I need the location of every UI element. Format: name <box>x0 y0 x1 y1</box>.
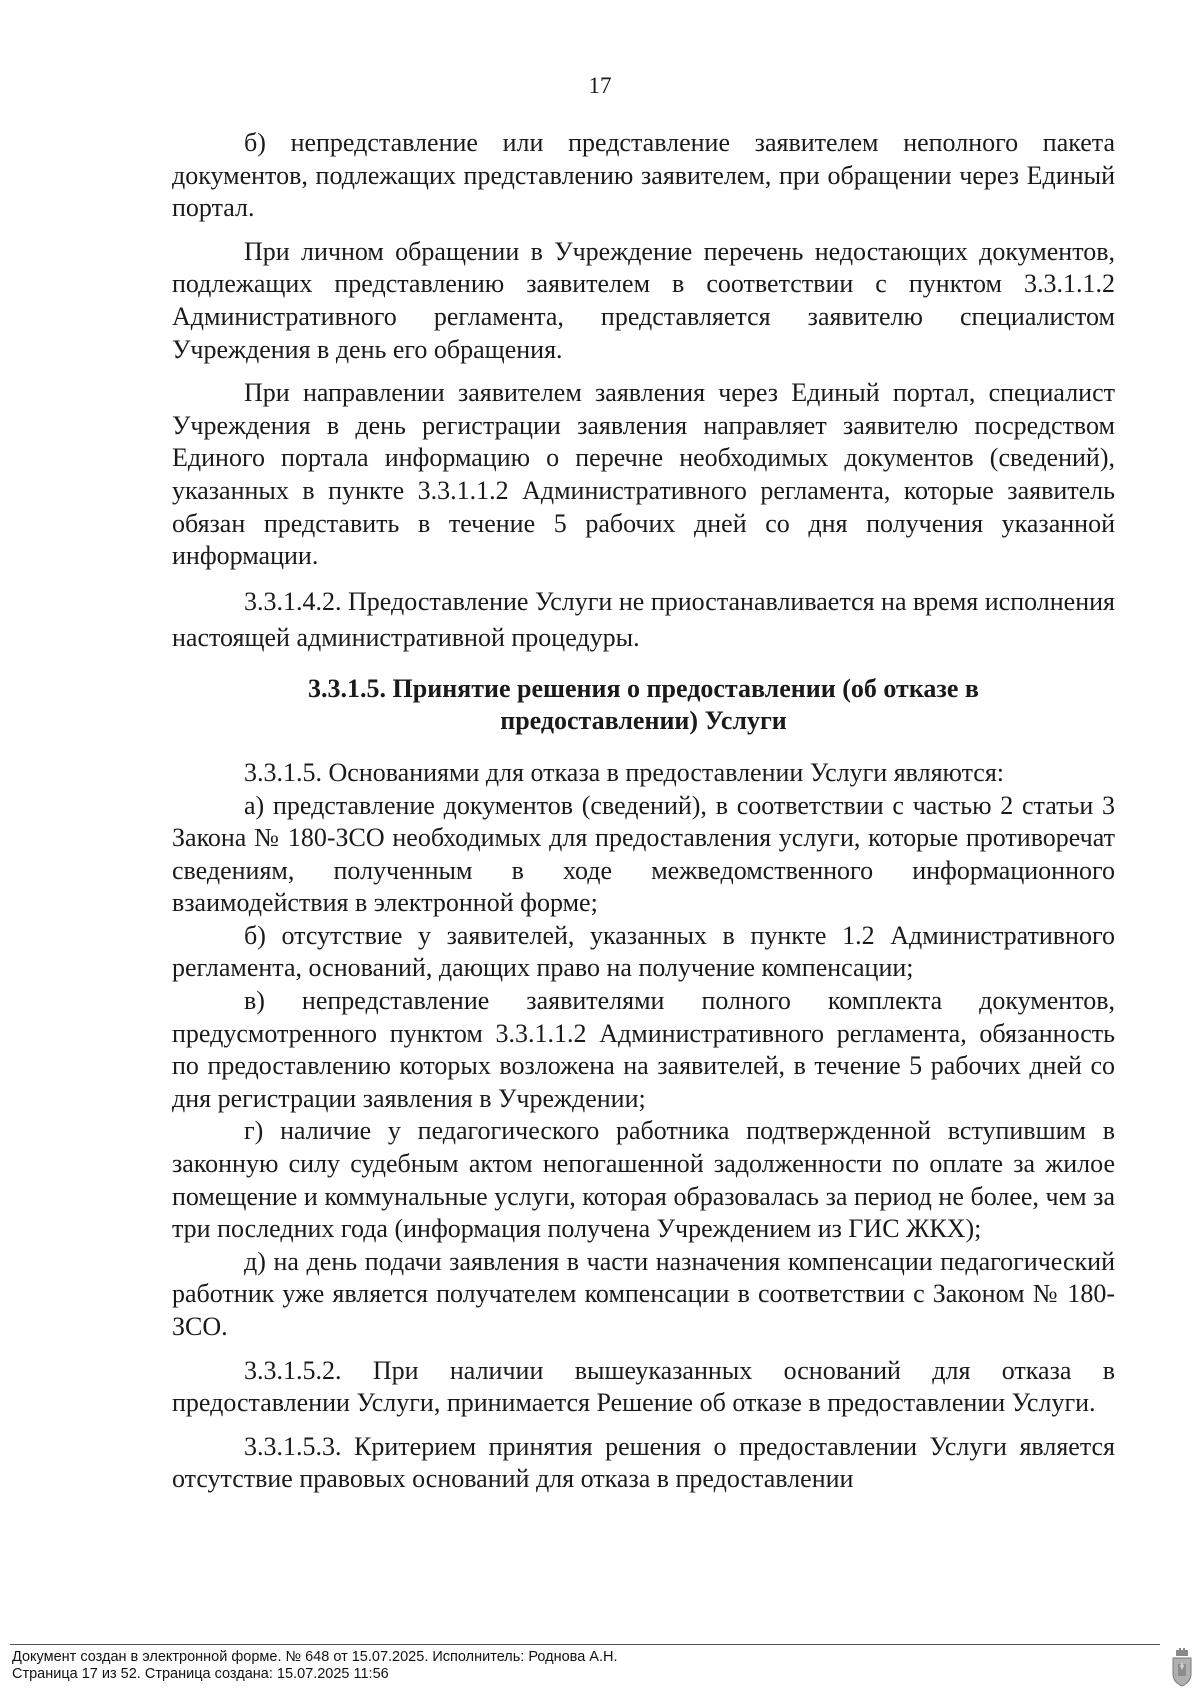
document-footer <box>12 1649 618 1683</box>
footer-divider <box>10 1644 1160 1645</box>
list-item: в) непредставление заявителями полного комплекта документов, предусмотренного пунктом 3.3.1.1.2 Административного регламента, обязанность по предоставлению которых возложена на заявителей, в течение 5 рабочих дней со дня регистрации заявления в Учреждении; <box>172 986 1115 1113</box>
coat-of-arms-icon <box>1170 1648 1194 1688</box>
footer-line-page: Страница 17 из 52. Страница создана: 15.07.2025 11:56 <box>12 1666 389 1682</box>
paragraph: При направлении заявителем заявления через Единый портал, специалист Учреждения в день регистрации заявления направляет заявителю посредством Единого портала информацию о перечне необходимых документов (сведений), указанных в пункте 3.3.1.1.2 Административного регламента, которые заявитель обязан представить в течение 5 рабочих дней со дня получения указанной информации. <box>172 378 1115 571</box>
paragraph: При личном обращении в Учреждение перечень недостающих документов, подлежащих представлению заявителем в соответствии с пунктом 3.3.1.1.2 Административного регламента, представляется заявителю специалистом Учреждения в день его обращения. <box>172 236 1115 364</box>
list-item: б) отсутствие у заявителей, указанных в пункте 1.2 Административного регламента, оснований, дающих право на получение компенсации; <box>172 920 1115 983</box>
page-number: 17 <box>588 73 612 98</box>
footer-line-document: Документ создан в электронной форме. № 648 от 15.07.2025. Исполнитель: Роднова А.Н. <box>12 1649 618 1665</box>
list-item: д) на день подачи заявления в части назначения компенсации педагогический работник уже является получателем компенсации в соответствии с Законом № 180-ЗСО. <box>172 1246 1115 1341</box>
list-item: а) представление документов (сведений), в соответствии с частью 2 статьи 3 Закона № 180-ЗСО необходимых для предоставления услуги, которые противоречат сведениям, полученным в ходе межведомственного информационного взаимодействия в электронной форме; <box>172 790 1115 918</box>
document-body <box>172 127 1115 1496</box>
section-heading: 3.3.1.5. Принятие решения о предоставлении (об отказе в предоставлении) Услуги <box>308 673 979 736</box>
list-item: г) наличие у педагогического работника подтвержденной вступившим в законную силу судебным актом непогашенной задолженности по оплате за жилое помещение и коммунальные услуги, которая образовалась за период не более, чем за три последних года (информация получена Учреждением из ГИС ЖКХ); <box>172 1116 1115 1244</box>
paragraph: 3.3.1.5.3. Критерием принятия решения о предоставлении Услуги является отсутствие правовых оснований для отказа в предоставлении <box>172 1431 1115 1494</box>
paragraph: б) непредставление или представление заявителем неполного пакета документов, подлежащих представлению заявителем, при обращении через Единый портал. <box>172 128 1115 223</box>
paragraph: 3.3.1.5.2. При наличии вышеуказанных оснований для отказа в предоставлении Услуги, принимается Решение об отказе в предоставлении Услуги. <box>172 1355 1115 1418</box>
paragraph: 3.3.1.5. Основаниями для отказа в предоставлении Услуги являются: <box>244 757 1005 787</box>
paragraph: 3.3.1.4.2. Предоставление Услуги не приостанавливается на время исполнения настоящей административной процедуры. <box>172 586 1115 652</box>
